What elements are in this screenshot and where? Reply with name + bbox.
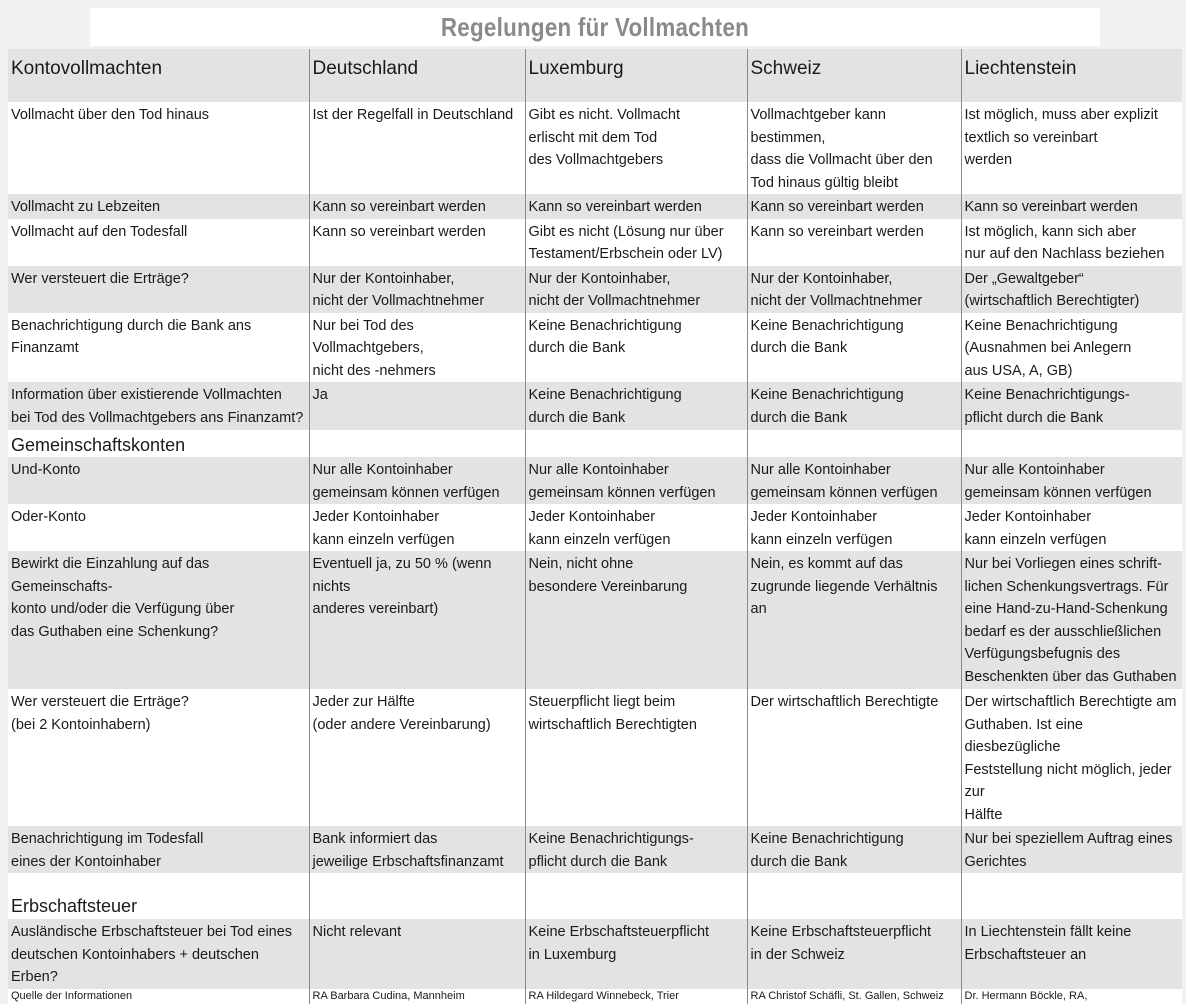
row-label: Wer versteuert die Erträge?	[8, 266, 309, 313]
section-erbschaftsteuer: Erbschaftsteuer	[8, 873, 309, 919]
cell-liechtenstein: Nur bei Vorliegen eines schrift- lichen Schenkungsvertrags. Für eine Hand-zu-Hand-Schenkung bedarf es der ausschließlichen Verfügungsbefugnis des Beschenkten über das Guthaben	[961, 551, 1182, 689]
cell-liechtenstein: Nur bei speziellem Auftrag eines Gerichtes	[961, 826, 1182, 873]
cell-luxemburg: Nur alle Kontoinhaber gemeinsam können verfügen	[525, 457, 747, 504]
cell-schweiz: Jeder Kontoinhaber kann einzeln verfügen	[747, 504, 961, 551]
cell-luxemburg: Keine Benachrichtigungs- pflicht durch die Bank	[525, 826, 747, 873]
section-row	[8, 430, 1182, 457]
cell-luxemburg: Jeder Kontoinhaber kann einzeln verfügen	[525, 504, 747, 551]
cell-luxemburg: Nur der Kontoinhaber, nicht der Vollmachtnehmer	[525, 266, 747, 313]
cell-liechtenstein: Der „Gewaltgeber“ (wirtschaftlich Berechtigter)	[961, 266, 1182, 313]
source-schweiz: RA Christof Schäfli, St. Gallen, Schweiz	[747, 989, 961, 1004]
cell-schweiz: Vollmachtgeber kann bestimmen, dass die Vollmacht über den Tod hinaus gültig bleibt	[747, 102, 961, 194]
header-kontovollmachten: Kontovollmachten	[8, 49, 309, 102]
cell-liechtenstein: In Liechtenstein fällt keine Erbschaftsteuer an	[961, 919, 1182, 989]
table-row	[8, 551, 1182, 689]
table-row	[8, 219, 1182, 266]
cell-deutschland: Jeder Kontoinhaber kann einzeln verfügen	[309, 504, 525, 551]
header-liechtenstein: Liechtenstein	[961, 49, 1182, 102]
row-label: Und-Konto	[8, 457, 309, 504]
table-row	[8, 504, 1182, 551]
cell-schweiz: Nur der Kontoinhaber, nicht der Vollmachtnehmer	[747, 266, 961, 313]
vollmachten-table	[8, 49, 1182, 1004]
table-row	[8, 826, 1182, 873]
source-liechtenstein: Dr. Hermann Böckle, RA,	[961, 989, 1182, 1004]
section-gemeinschaftskonten: Gemeinschaftskonten	[8, 430, 309, 457]
row-label: Vollmacht auf den Todesfall	[8, 219, 309, 266]
cell-deutschland: Nicht relevant	[309, 919, 525, 989]
cell-luxemburg: Kann so vereinbart werden	[525, 194, 747, 219]
table-row	[8, 266, 1182, 313]
cell-deutschland: Ist der Regelfall in Deutschland	[309, 102, 525, 194]
cell-liechtenstein: Nur alle Kontoinhaber gemeinsam können verfügen	[961, 457, 1182, 504]
row-label: Ausländische Erbschaftsteuer bei Tod eines deutschen Kontoinhabers + deutschen Erben?	[8, 919, 309, 989]
cell-deutschland: Ja	[309, 382, 525, 430]
cell-luxemburg: Gibt es nicht (Lösung nur über Testament/Erbschein oder LV)	[525, 219, 747, 266]
table-row	[8, 382, 1182, 430]
row-label: Benachrichtigung im Todesfall eines der Kontoinhaber	[8, 826, 309, 873]
cell-schweiz: Keine Benachrichtigung durch die Bank	[747, 382, 961, 430]
cell-liechtenstein: Jeder Kontoinhaber kann einzeln verfügen	[961, 504, 1182, 551]
cell-liechtenstein: Ist möglich, muss aber explizit textlich so vereinbart werden	[961, 102, 1182, 194]
cell-schweiz: Nein, es kommt auf das zugrunde liegende Verhältnis an	[747, 551, 961, 689]
cell-schweiz: Kann so vereinbart werden	[747, 194, 961, 219]
table-row	[8, 102, 1182, 194]
source-deutschland: RA Barbara Cudina, Mannheim	[309, 989, 525, 1004]
cell-schweiz: Keine Benachrichtigung durch die Bank	[747, 826, 961, 873]
table-row	[8, 313, 1182, 383]
cell-liechtenstein: Ist möglich, kann sich aber nur auf den Nachlass beziehen	[961, 219, 1182, 266]
header-schweiz: Schweiz	[747, 49, 961, 102]
table-row	[8, 194, 1182, 219]
cell-luxemburg: Keine Erbschaftsteuerpflicht in Luxemburg	[525, 919, 747, 989]
cell-liechtenstein: Der wirtschaftlich Berechtigte am Guthaben. Ist eine diesbezügliche Feststellung nicht möglich, jeder zur Hälfte	[961, 689, 1182, 826]
cell-liechtenstein: Keine Benachrichtigungs- pflicht durch die Bank	[961, 382, 1182, 430]
row-label: Wer versteuert die Erträge? (bei 2 Kontoinhabern)	[8, 689, 309, 826]
cell-schweiz: Keine Erbschaftsteuerpflicht in der Schweiz	[747, 919, 961, 989]
header-row	[8, 49, 1182, 102]
cell-deutschland: Bank informiert das jeweilige Erbschaftsfinanzamt	[309, 826, 525, 873]
table-row	[8, 689, 1182, 826]
source-label: Quelle der Informationen	[8, 989, 309, 1004]
header-deutschland: Deutschland	[309, 49, 525, 102]
cell-schweiz: Kann so vereinbart werden	[747, 219, 961, 266]
row-label: Benachrichtigung durch die Bank ans Finanzamt	[8, 313, 309, 383]
cell-deutschland: Kann so vereinbart werden	[309, 219, 525, 266]
cell-deutschland: Nur alle Kontoinhaber gemeinsam können verfügen	[309, 457, 525, 504]
cell-schweiz: Der wirtschaftlich Berechtigte	[747, 689, 961, 826]
cell-liechtenstein: Kann so vereinbart werden	[961, 194, 1182, 219]
cell-deutschland: Nur der Kontoinhaber, nicht der Vollmachtnehmer	[309, 266, 525, 313]
row-label: Vollmacht zu Lebzeiten	[8, 194, 309, 219]
table-row	[8, 457, 1182, 504]
cell-luxemburg: Keine Benachrichtigung durch die Bank	[525, 313, 747, 383]
source-row	[8, 989, 1182, 1004]
cell-liechtenstein: Keine Benachrichtigung (Ausnahmen bei Anlegern aus USA, A, GB)	[961, 313, 1182, 383]
row-label: Information über existierende Vollmachten bei Tod des Vollmachtgebers ans Finanzamt?	[8, 382, 309, 430]
row-label: Oder-Konto	[8, 504, 309, 551]
section-row	[8, 873, 1182, 919]
cell-deutschland: Kann so vereinbart werden	[309, 194, 525, 219]
cell-luxemburg: Gibt es nicht. Vollmacht erlischt mit dem Tod des Vollmachtgebers	[525, 102, 747, 194]
source-luxemburg: RA Hildegard Winnebeck, Trier	[525, 989, 747, 1004]
table-row	[8, 919, 1182, 989]
cell-deutschland: Jeder zur Hälfte (oder andere Vereinbarung)	[309, 689, 525, 826]
row-label: Bewirkt die Einzahlung auf das Gemeinschafts- konto und/oder die Verfügung über das Guthaben eine Schenkung?	[8, 551, 309, 689]
cell-luxemburg: Nein, nicht ohne besondere Vereinbarung	[525, 551, 747, 689]
cell-deutschland: Nur bei Tod des Vollmachtgebers, nicht des -nehmers	[309, 313, 525, 383]
cell-schweiz: Keine Benachrichtigung durch die Bank	[747, 313, 961, 383]
cell-deutschland: Eventuell ja, zu 50 % (wenn nichts anderes vereinbart)	[309, 551, 525, 689]
cell-luxemburg: Keine Benachrichtigung durch die Bank	[525, 382, 747, 430]
row-label: Vollmacht über den Tod hinaus	[8, 102, 309, 194]
header-luxemburg: Luxemburg	[525, 49, 747, 102]
cell-luxemburg: Steuerpflicht liegt beim wirtschaftlich Berechtigten	[525, 689, 747, 826]
cell-schweiz: Nur alle Kontoinhaber gemeinsam können verfügen	[747, 457, 961, 504]
table-title: Regelungen für Vollmachten	[90, 8, 1100, 46]
